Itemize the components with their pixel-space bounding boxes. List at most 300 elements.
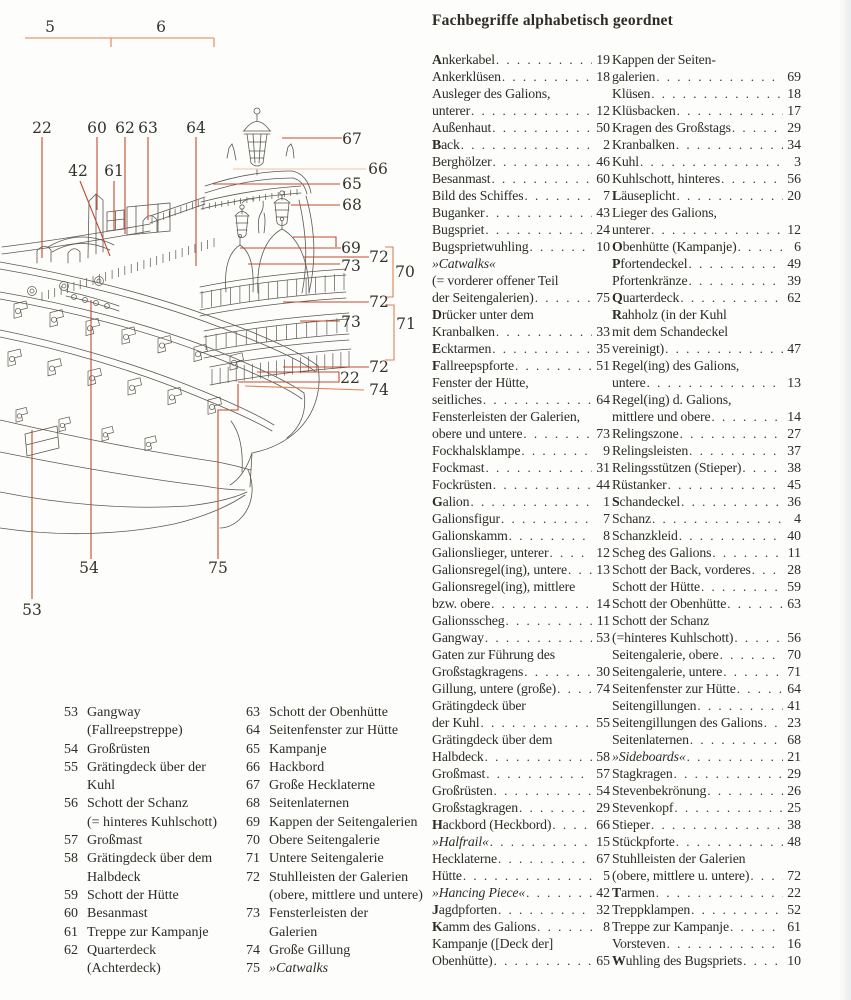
- dot-leader: [651, 816, 783, 833]
- glossary-line: [432, 306, 610, 323]
- glossary-line: [432, 102, 610, 119]
- dot-leader: [491, 595, 592, 612]
- engraving-circle: [30, 289, 34, 293]
- dot-leader: [690, 731, 783, 748]
- legend-line: [54, 759, 238, 777]
- engraving-circle: [129, 385, 134, 390]
- glossary-line: [432, 323, 610, 340]
- engraving-circle: [209, 404, 214, 409]
- engraving-circle: [103, 433, 107, 437]
- glossary-term: Kranbalken: [432, 324, 495, 339]
- entry-number: 42: [596, 885, 610, 900]
- glossary-term: Seitengillungen: [612, 698, 697, 713]
- entry-number: 30: [596, 664, 610, 679]
- glossary-line: [612, 578, 801, 595]
- dot-leader: [524, 187, 592, 204]
- glossary-line: [612, 85, 801, 102]
- dot-leader: [677, 187, 784, 204]
- legend-term: (= hinteres Kuhlschott): [87, 814, 217, 830]
- glossary-term: Fockrüsten: [432, 477, 492, 492]
- entry-number: 33: [596, 324, 610, 339]
- glossary-term: Seitenfenster zur Hütte: [612, 681, 736, 696]
- legend-term: Besanmast: [87, 906, 148, 922]
- ship-diagram-svg: [0, 0, 430, 660]
- glossary-line: [432, 357, 610, 374]
- glossary-line: [612, 68, 801, 85]
- legend-line: [54, 814, 238, 832]
- glossary-term: Stevenbekrönung: [612, 783, 707, 798]
- legend-line: [54, 722, 238, 740]
- dot-leader: [677, 102, 783, 119]
- glossary-line: [612, 765, 801, 782]
- entry-number: 12: [787, 222, 801, 237]
- legend-term: Obere Seitengalerie: [269, 833, 380, 849]
- glossary-term: Seitengalerie, obere: [612, 647, 719, 662]
- legend-number: [54, 814, 78, 832]
- legend-line: [54, 887, 238, 905]
- dot-leader: [734, 629, 783, 646]
- callout-number: 6: [156, 18, 166, 36]
- engraving-circle: [9, 356, 14, 361]
- glossary-line: [612, 612, 801, 629]
- glossary-line: [612, 510, 801, 527]
- legend-line: [54, 942, 238, 960]
- entry-number: 8: [603, 528, 610, 543]
- dot-leader: [652, 510, 783, 527]
- entry-number: 26: [787, 783, 801, 798]
- page-title: Fachbegriffe alphabetisch geordnet: [432, 12, 673, 29]
- entry-number: 66: [596, 817, 610, 832]
- glossary-line: [432, 136, 610, 153]
- dot-leader: [687, 748, 783, 765]
- callout-number: 73: [341, 313, 361, 331]
- dot-leader: [674, 799, 783, 816]
- glossary-initial: W: [612, 953, 626, 968]
- dot-leader: [502, 68, 592, 85]
- ship-diagram: [0, 0, 430, 660]
- glossary-term: unterer: [612, 222, 651, 237]
- entry-number: 13: [787, 375, 801, 390]
- legend-number: [54, 869, 78, 887]
- glossary-term: galerien: [612, 69, 656, 84]
- legend-term: (obere, mittlere und untere): [269, 887, 423, 903]
- entry-number: 5: [603, 868, 610, 883]
- glossary-term: Galionsscheg: [432, 613, 505, 628]
- legend-line: [236, 704, 428, 722]
- glossary-term: Schanz: [612, 511, 651, 526]
- dot-leader: [493, 153, 592, 170]
- legend-number: 72: [246, 869, 260, 885]
- entry-number: 13: [596, 562, 610, 577]
- glossary-term: Stieper: [612, 817, 651, 832]
- glossary-term: Buganker: [432, 205, 485, 220]
- entry-number: 56: [787, 630, 801, 645]
- legend-term: Seitenfenster zur Hütte: [269, 723, 399, 739]
- dot-leader: [674, 765, 783, 782]
- glossary-term: Relingsleisten: [612, 443, 689, 458]
- glossary-line: [432, 935, 610, 952]
- legend-term: Großrüsten: [87, 741, 150, 757]
- entry-number: 14: [787, 409, 801, 424]
- dot-leader: [485, 221, 592, 238]
- dot-leader: [727, 595, 783, 612]
- engraving-circle: [169, 395, 174, 400]
- engraving-circle: [49, 366, 54, 371]
- legend-line: [54, 924, 238, 942]
- glossary-term: Jagdpforten: [432, 902, 498, 917]
- glossary-term: Tarmen: [612, 885, 655, 900]
- legend-term: Untere Seitengalerie: [269, 851, 384, 867]
- glossary-term: Großmast: [432, 766, 486, 781]
- glossary-line: [432, 680, 610, 697]
- glossary-term: Stuhlleisten der Galerien: [612, 851, 746, 866]
- glossary-term: Gaten zur Führung des: [432, 647, 555, 662]
- engraving-circle: [72, 295, 77, 300]
- entry-number: 24: [596, 222, 610, 237]
- glossary-line: [432, 221, 610, 238]
- entry-number: 15: [596, 834, 610, 849]
- glossary-term: Kappen der Seiten-: [612, 52, 716, 67]
- entry-number: 55: [596, 715, 610, 730]
- legend-term: Große Gillung: [269, 942, 351, 958]
- legend-term: »Catwalks: [269, 961, 329, 977]
- dot-leader: [697, 697, 783, 714]
- entry-number: 49: [787, 256, 801, 271]
- entry-number: 54: [596, 783, 610, 798]
- glossary-term: Galionslieger, unterer: [432, 545, 549, 560]
- legend-number: 69: [246, 814, 260, 830]
- glossary-term: unterer: [432, 103, 471, 118]
- entry-number: 64: [596, 392, 610, 407]
- callout-number: 74: [369, 381, 389, 399]
- entry-number: 10: [596, 239, 610, 254]
- glossary-line: [432, 595, 610, 612]
- glossary-term: Läuseplicht: [612, 188, 676, 203]
- legend-number: 67: [246, 778, 260, 794]
- glossary-term: Quarterdeck: [612, 290, 680, 305]
- glossary-line: [612, 646, 801, 663]
- glossary-line: [432, 561, 610, 578]
- legend-number: 55: [64, 759, 78, 775]
- glossary-term: Fockmast: [432, 460, 485, 475]
- legend-number: 64: [246, 723, 260, 739]
- dot-leader: [723, 663, 783, 680]
- leader-line: [385, 305, 394, 360]
- dot-leader: [737, 680, 783, 697]
- glossary-line: [432, 51, 610, 68]
- engraving-ticks: [8, 189, 349, 451]
- glossary-line: [432, 272, 610, 289]
- glossary-term: Hecklaterne: [432, 851, 497, 866]
- glossary-term: Hütte: [432, 868, 462, 883]
- dot-leader: [461, 136, 592, 153]
- dot-leader: [701, 578, 783, 595]
- dot-leader: [680, 425, 783, 442]
- glossary-line: [612, 51, 801, 68]
- glossary-term: Seitengillungen des Galions: [612, 715, 763, 730]
- legend-term: Halbdeck: [87, 869, 141, 885]
- dot-leader: [764, 714, 783, 731]
- glossary-term: (=hinteres Kuhlschott): [612, 630, 734, 645]
- legend-line: [54, 869, 238, 887]
- glossary-line: [612, 782, 801, 799]
- callout-number: 5: [45, 18, 55, 36]
- legend-line: [236, 905, 428, 923]
- glossary-line: [432, 782, 610, 799]
- entry-number: 4: [794, 511, 801, 526]
- dot-leader: [552, 816, 592, 833]
- legend-line: [54, 850, 238, 868]
- engraving-circle: [60, 423, 64, 427]
- dot-leader: [656, 884, 783, 901]
- glossary-line: [612, 629, 801, 646]
- glossary-initial: Q: [612, 290, 623, 305]
- glossary-initial: D: [432, 307, 442, 322]
- dot-leader: [524, 663, 592, 680]
- callout-number: 22: [32, 119, 52, 137]
- legend-number: 74: [246, 942, 260, 958]
- legend-line: [236, 832, 428, 850]
- engraving-circle: [89, 376, 94, 381]
- glossary-initial: H: [432, 817, 443, 832]
- legend-number: 75: [246, 961, 260, 977]
- dot-leader: [492, 119, 592, 136]
- glossary-line: [612, 442, 801, 459]
- engraving-circle: [195, 352, 200, 357]
- callout-number: 62: [115, 119, 135, 137]
- entry-number: 20: [787, 188, 801, 203]
- glossary-term: obere und untere: [432, 426, 523, 441]
- legend-line: [236, 722, 428, 740]
- callout-number: 63: [138, 119, 158, 137]
- glossary-term: Halbdeck: [432, 749, 484, 764]
- entry-number: 71: [787, 664, 801, 679]
- dot-leader: [486, 765, 592, 782]
- dot-leader: [742, 459, 783, 476]
- glossary-line: [612, 731, 801, 748]
- legend-term: Schott der Schanz: [87, 796, 189, 812]
- entry-number: 14: [596, 596, 610, 611]
- dot-leader: [519, 799, 592, 816]
- entry-number: 52: [787, 902, 801, 917]
- legend-line: [54, 905, 238, 923]
- entry-number: 22: [787, 885, 801, 900]
- glossary-term: »Sideboards«: [612, 749, 686, 764]
- entry-number: 7: [603, 188, 610, 203]
- glossary-term: Regel(ing) des Galions,: [612, 358, 740, 373]
- glossary-term: Obenhütte): [432, 953, 493, 968]
- callout-number: 72: [369, 358, 389, 376]
- leader-line: [218, 384, 238, 559]
- legend-number: 60: [64, 906, 78, 922]
- legend-line: [236, 741, 428, 759]
- entry-number: 7: [603, 511, 610, 526]
- glossary-initial: J: [432, 902, 439, 917]
- dot-leader: [471, 102, 592, 119]
- glossary-line: [432, 799, 610, 816]
- callout-number: 68: [342, 196, 362, 214]
- engraving-circle: [15, 308, 20, 313]
- legend-line: [54, 704, 238, 722]
- entry-number: 70: [787, 647, 801, 662]
- glossary-line: [612, 204, 801, 221]
- glossary-column-2: [612, 51, 801, 969]
- entry-number: 2: [603, 137, 610, 152]
- glossary-term: Galionskamm: [432, 528, 508, 543]
- legend-term: Hackbord: [269, 759, 325, 775]
- legend-line: [54, 960, 238, 978]
- entry-number: 46: [596, 154, 610, 169]
- legend-number: 57: [64, 833, 78, 849]
- glossary-term: Großrüsten: [432, 783, 493, 798]
- glossary-line: [432, 833, 610, 850]
- glossary-line: [432, 476, 610, 493]
- glossary-term: bzw. obere: [432, 596, 491, 611]
- glossary-term: Treppe zur Kampanje: [612, 919, 729, 934]
- legend-number: 71: [246, 851, 260, 867]
- glossary-line: [612, 221, 801, 238]
- dot-leader: [668, 476, 783, 493]
- glossary-initial: L: [612, 188, 622, 203]
- entry-number: 3: [794, 154, 801, 169]
- glossary-line: [432, 629, 610, 646]
- legend-term: Galerien: [269, 924, 318, 940]
- callout-numbers: [22, 18, 416, 619]
- dot-leader: [679, 527, 783, 544]
- callout-number: 54: [79, 559, 99, 577]
- dot-leader: [681, 493, 783, 510]
- dot-leader: [515, 357, 592, 374]
- glossary-initial: A: [432, 52, 442, 67]
- glossary-term: Kampanje ([Deck der]: [432, 936, 554, 951]
- glossary-line: [432, 765, 610, 782]
- glossary-term: Fenster der Hütte,: [432, 375, 529, 390]
- legend-term: Große Hecklaterne: [269, 778, 376, 794]
- dot-leader: [665, 340, 783, 357]
- entry-number: 53: [596, 630, 610, 645]
- glossary-line: [432, 459, 610, 476]
- dot-leader: [647, 374, 783, 391]
- glossary-initial: P: [612, 256, 621, 271]
- dot-leader: [463, 867, 592, 884]
- glossary-line: [432, 918, 610, 935]
- callout-number: 61: [104, 162, 124, 180]
- glossary-line: [612, 170, 801, 187]
- glossary-line: [612, 153, 801, 170]
- legend-term: Kuhl: [87, 778, 115, 794]
- entry-number: 6: [794, 239, 801, 254]
- entry-number: 58: [596, 749, 610, 764]
- legend-column-2: [236, 704, 428, 978]
- glossary-term: Wuhling des Bugspriets: [612, 953, 743, 968]
- dot-leader: [667, 935, 783, 952]
- entry-number: 32: [596, 902, 610, 917]
- glossary-line: [432, 85, 610, 102]
- legend-number: 73: [246, 906, 260, 922]
- glossary-term: »Halfrail«: [432, 834, 489, 849]
- entry-number: 65: [596, 953, 610, 968]
- glossary-term: Kuhl: [612, 154, 639, 169]
- glossary-line: [612, 102, 801, 119]
- entry-number: 44: [596, 477, 610, 492]
- dot-leader: [568, 561, 592, 578]
- legend-line: [236, 795, 428, 813]
- dot-leader: [521, 442, 592, 459]
- glossary-term: Stückpforte: [612, 834, 675, 849]
- glossary-term: Großstagkragens: [432, 664, 524, 679]
- entry-number: 75: [596, 290, 610, 305]
- dot-leader: [501, 510, 592, 527]
- glossary-line: [612, 340, 801, 357]
- callout-number: 42: [68, 162, 88, 180]
- glossary-line: [432, 714, 610, 731]
- glossary-line: [432, 816, 610, 833]
- dot-leader: [494, 782, 592, 799]
- entry-number: 10: [787, 953, 801, 968]
- glossary-term: Berghölzer: [432, 154, 492, 169]
- glossary-term: Fensterleisten der Galerien,: [432, 409, 580, 424]
- dot-leader: [752, 561, 783, 578]
- dot-leader: [493, 476, 592, 493]
- dot-leader: [485, 204, 592, 221]
- glossary-term: Stagkragen: [612, 766, 673, 781]
- glossary-line: [432, 289, 610, 306]
- glossary-line: [612, 408, 801, 425]
- glossary-line: [432, 748, 610, 765]
- entry-number: 60: [596, 171, 610, 186]
- glossary-column-1: [432, 51, 610, 969]
- glossary-line: [432, 510, 610, 527]
- glossary-term: mit dem Schandeckel: [612, 324, 728, 339]
- glossary-term: Vorsteven: [612, 936, 666, 951]
- glossary-line: [432, 187, 610, 204]
- dot-leader: [691, 901, 783, 918]
- glossary-term: Klüsbacken: [612, 103, 676, 118]
- entry-number: 27: [787, 426, 801, 441]
- legend-term: (Achterdeck): [87, 961, 161, 977]
- glossary-term: Kragen des Großstags: [612, 120, 731, 135]
- glossary-line: [612, 935, 801, 952]
- legend-column-1: [54, 704, 238, 978]
- engraving-circle: [159, 343, 164, 348]
- entry-number: 68: [787, 732, 801, 747]
- callout-number: 75: [208, 559, 228, 577]
- legend-number: 53: [64, 705, 78, 720]
- entry-number: 1: [603, 494, 610, 509]
- entry-number: 23: [787, 715, 801, 730]
- legend-number: 58: [64, 851, 78, 867]
- dot-leader: [490, 833, 592, 850]
- callout-number: 73: [341, 257, 361, 275]
- dot-leader: [549, 544, 592, 561]
- glossary-line: [612, 952, 801, 969]
- glossary-line: [432, 408, 610, 425]
- dot-leader: [483, 391, 592, 408]
- dot-leader: [750, 867, 783, 884]
- engraving-circle: [62, 284, 66, 288]
- glossary-term: »Catwalks«: [432, 256, 496, 271]
- glossary-term: Besanmast: [432, 171, 491, 186]
- entry-number: 29: [596, 800, 610, 815]
- dot-leader: [640, 153, 783, 170]
- dot-leader: [506, 612, 592, 629]
- glossary-line: [432, 255, 610, 272]
- glossary-line: [612, 918, 801, 935]
- legend-line: [236, 924, 428, 942]
- glossary-line: [432, 340, 610, 357]
- glossary-term: (obere, mittlere u. untere): [612, 868, 750, 883]
- glossary-line: [612, 476, 801, 493]
